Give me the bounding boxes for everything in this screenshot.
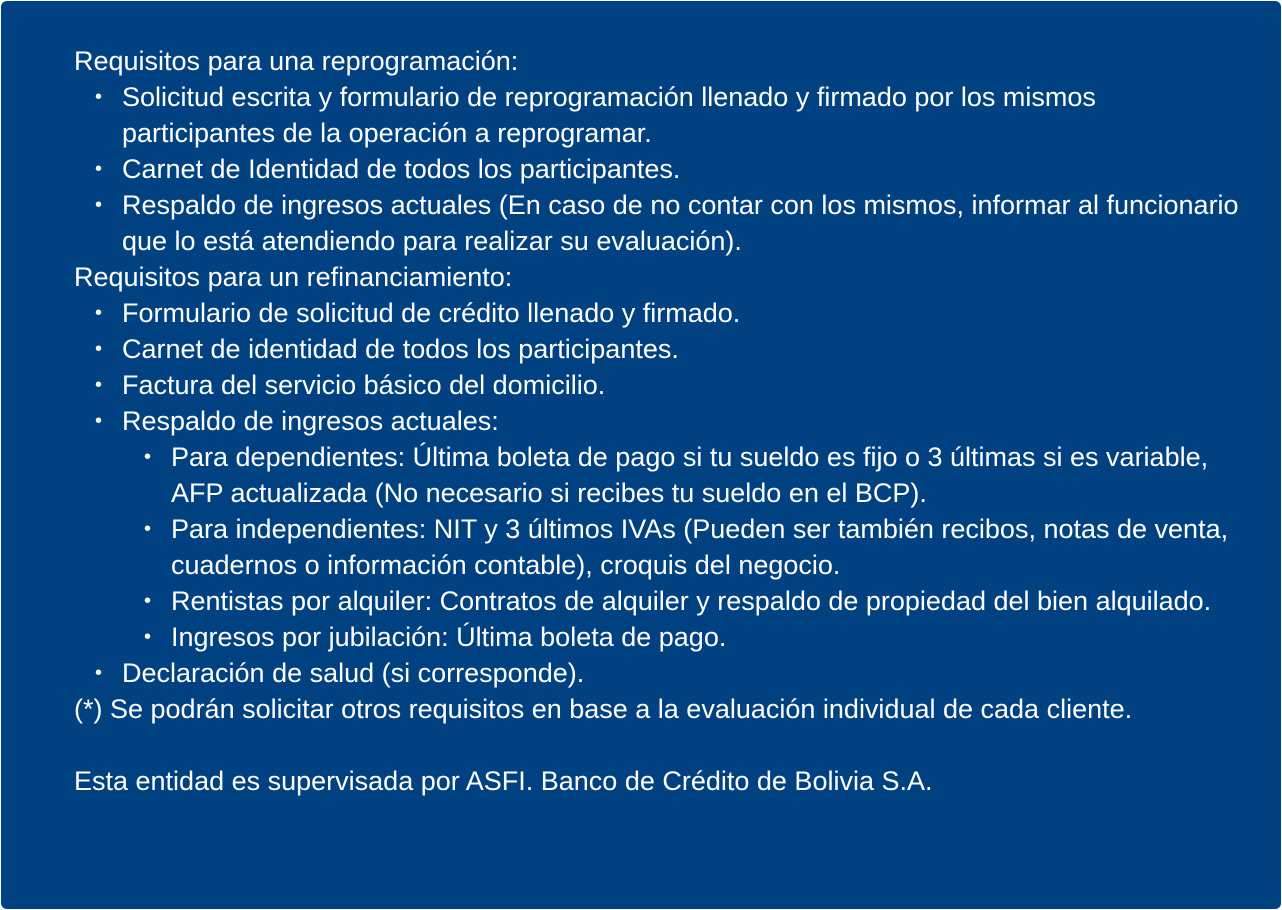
list-item: • Respaldo de ingresos actuales (En caso de no contar con los mismos, informar al funcionario que lo está atendiendo para realizar su evaluación). <box>122 187 1241 259</box>
requirements-panel <box>1 1 1281 909</box>
income-sublist <box>122 439 1241 655</box>
reprogramming-title: Requisitos para una reprogramación: <box>74 46 519 76</box>
disclaimer-note: (*) Se podrán solicitar otros requisitos en base a la evaluación individual de cada cliente. <box>74 694 1133 724</box>
refinancing-list <box>74 295 1241 691</box>
list-item: • Rentistas por alquiler: Contratos de alquiler y respaldo de propiedad del bien alquilado. <box>171 583 1241 619</box>
list-item: • Respaldo de ingresos actuales: • Para dependientes: Última boleta de pago si tu sueldo es fijo o 3 últimas si es variable, AFP actualizada (No necesario si recibes tu sueldo en el BCP). • Para independientes: NIT y 3 últimos IVAs (Pueden ser también recibos, notas de venta, cuadernos o información contable), croquis del negocio. • Rentistas por alquiler: Contratos de alquiler y respaldo de propiedad del bien alquilado. • Ingresos por jubilación: Última boleta de pago. <box>122 403 1241 655</box>
list-item: • Ingresos por jubilación: Última boleta de pago. <box>171 619 1241 655</box>
spacer <box>74 727 1241 763</box>
list-item: • Solicitud escrita y formulario de reprogramación llenado y firmado por los mismos participantes de la operación a reprogramar. <box>122 79 1241 151</box>
list-item: • Carnet de Identidad de todos los participantes. <box>122 151 1241 187</box>
refinancing-title: Requisitos para un refinanciamiento: <box>74 262 513 292</box>
list-item: • Para independientes: NIT y 3 últimos IVAs (Pueden ser también recibos, notas de venta, cuadernos o información contable), croquis del negocio. <box>171 511 1241 583</box>
list-item: • Para dependientes: Última boleta de pago si tu sueldo es fijo o 3 últimas si es variable, AFP actualizada (No necesario si recibes tu sueldo en el BCP). <box>171 439 1241 511</box>
list-item: • Formulario de solicitud de crédito llenado y firmado. <box>122 295 1241 331</box>
list-item: • Declaración de salud (si corresponde). <box>122 655 1241 691</box>
list-item: • Factura del servicio básico del domicilio. <box>122 367 1241 403</box>
supervision-footer: Esta entidad es supervisada por ASFI. Banco de Crédito de Bolivia S.A. <box>74 766 933 796</box>
list-item: • Carnet de identidad de todos los participantes. <box>122 331 1241 367</box>
reprogramming-list <box>74 79 1241 259</box>
